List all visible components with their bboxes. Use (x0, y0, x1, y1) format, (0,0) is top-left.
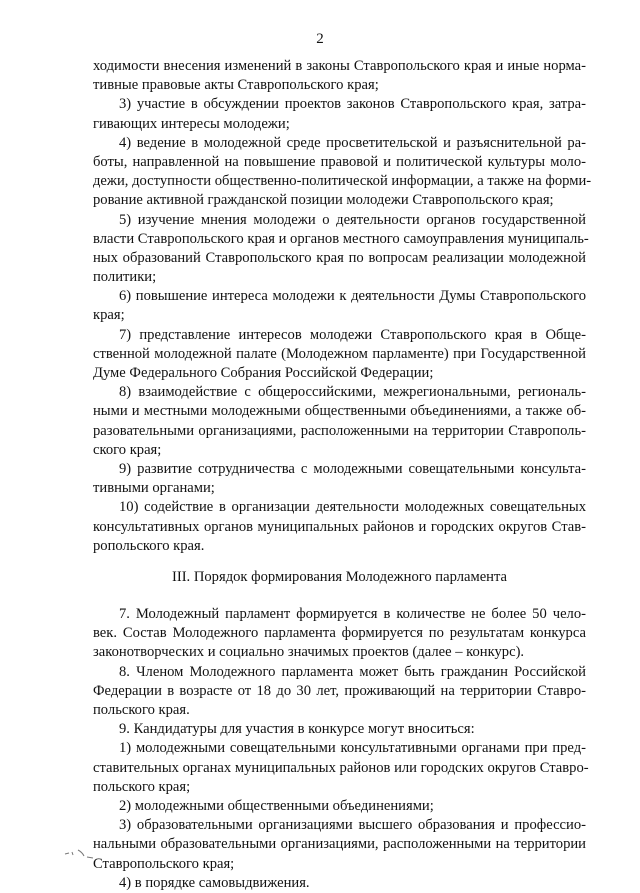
text-line: Федерации в возрасте от 18 до 30 лет, проживающий на территории Ставро- (93, 682, 586, 699)
text-line: 9. Кандидатуры для участия в конкурсе могут вноситься: (119, 721, 475, 738)
text-line: тивные правовые акты Ставропольского края; (93, 77, 379, 94)
page-number: 2 (316, 31, 324, 47)
spacer (93, 587, 586, 605)
text-line: политики; (93, 269, 157, 286)
text-line: польского края; (93, 778, 191, 795)
text-line: 4) ведение в молодежной среде просветительской и разъяснительной ра- (119, 134, 586, 151)
text-line: 8) взаимодействие с общероссийскими, межрегиональными, региональ- (119, 384, 586, 401)
text-line: ных образований Ставропольского края по вопросам реализации молодежной (93, 249, 586, 266)
text-line: 9) развитие сотрудничества с молодежными совещательными консульта- (119, 460, 586, 477)
text-line: 3) участие в обсуждении проектов законов Ставропольского края, затра- (119, 96, 586, 113)
text-line: рование активной гражданской позиции молодежи Ставропольского края; (93, 192, 554, 209)
text-line: ропольского края. (93, 537, 205, 554)
text-line: Думе Федерального Собрания Российской Федерации; (93, 365, 434, 381)
text-line: 10) содействие в организации деятельности молодежных совещательных (119, 499, 586, 516)
text-line: 5) изучение мнения молодежи о деятельности органов государственной (119, 211, 586, 228)
text-line: законотворческих и социально значимых проектов (далее – конкурс). (93, 644, 525, 661)
text-line: 7. Молодежный парламент формируется в количестве не более 50 чело- (119, 606, 586, 623)
scan-artifact-marks (63, 846, 103, 860)
text-line: 6) повышение интереса молодежи к деятельности Думы Ставропольского (119, 288, 586, 305)
text-line: ными и местными молодежными общественными объединениями, а также об- (93, 403, 586, 420)
text-line: 1) молодежными совещательными консультативными органами при пред- (119, 740, 586, 757)
section-heading: III. Порядок формирования Молодежного парламента (171, 568, 508, 585)
text-line: ственной молодежной палате (Молодежном парламенте) при Государственной (93, 345, 586, 362)
text-line: 4) в порядке самовыдвижения. (119, 874, 310, 891)
text-line: Ставропольского края; (93, 855, 235, 872)
text-line: края; (93, 307, 125, 324)
text-line: ходимости внесения изменений в законы Ставропольского края и иные норма- (93, 58, 586, 74)
text-line: дежи, доступности общественно-политической информации, а также на форми- (93, 173, 592, 190)
text-line: власти Ставропольского края и органов местного самоуправления муниципаль- (93, 230, 589, 247)
document-body (93, 57, 592, 893)
text-line: ского края; (93, 441, 162, 458)
text-line: разовательными организациями, расположенными на территории Ставрополь- (93, 422, 586, 439)
text-line: боты, направленной на повышение правовой и политической культуры моло- (93, 153, 586, 170)
text-line: гивающих интересы молодежи; (93, 115, 290, 132)
text-line: нальными образовательными организациями, расположенными на территории (93, 836, 586, 853)
text-line: 3) образовательными организациями высшего образования и профессио- (119, 817, 586, 834)
text-line: век. Состав Молодежного парламента формируется по результатам конкурса (93, 625, 586, 642)
text-line: 8. Членом Молодежного парламента может быть гражданин Российской (119, 663, 586, 680)
text-line: 2) молодежными общественными объединениями; (119, 797, 434, 814)
text-line: тивными органами; (93, 480, 215, 497)
text-line: 7) представление интересов молодежи Ставропольского края в Обще- (119, 326, 586, 343)
text-line: польского края. (93, 702, 190, 718)
spacer (93, 556, 586, 568)
text-line: ставительных органах муниципальных районов или городских округов Ставро- (93, 759, 589, 776)
text-line: консультативных органов муниципальных районов и городских округов Став- (93, 518, 586, 535)
